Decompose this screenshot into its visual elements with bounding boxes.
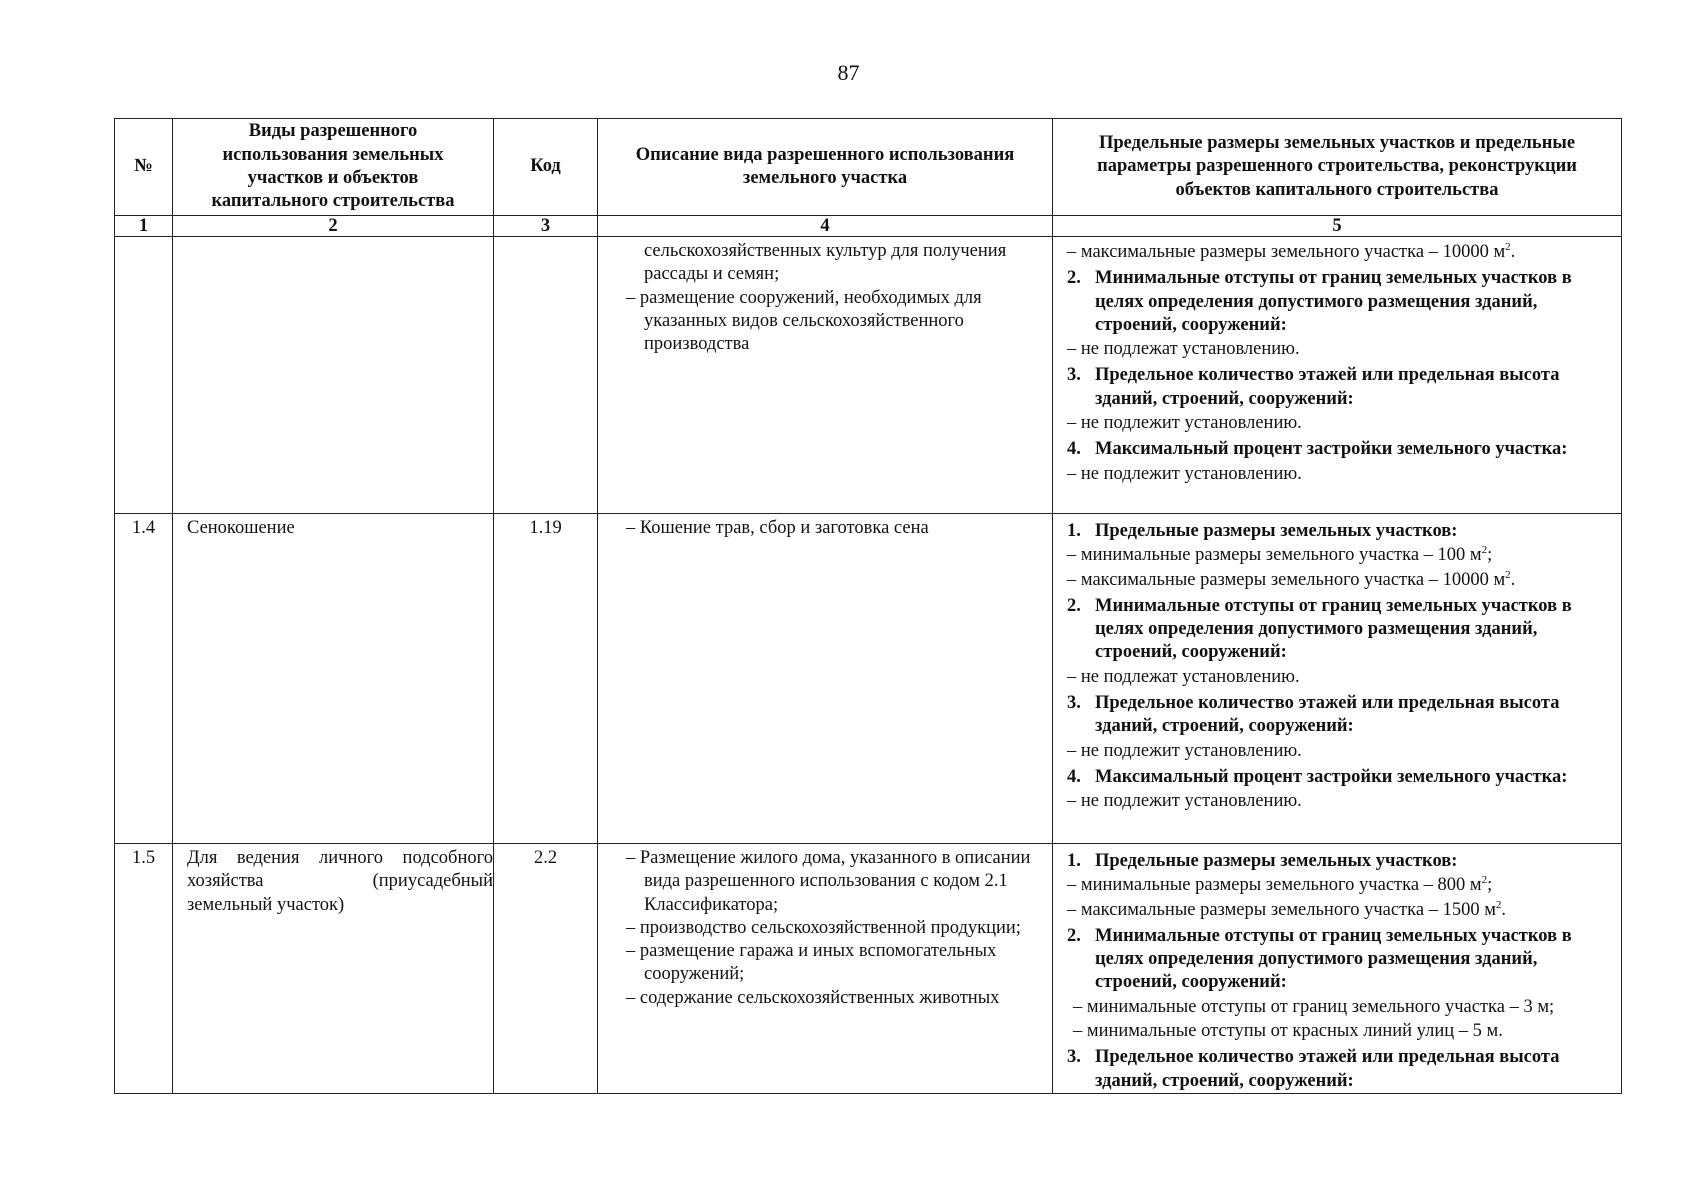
column-number: 2 bbox=[173, 216, 494, 237]
row-parameters bbox=[1053, 844, 1622, 1094]
header-code: Код bbox=[494, 119, 598, 216]
row-description bbox=[598, 514, 1053, 844]
table-row bbox=[115, 237, 1622, 514]
column-number: 5 bbox=[1053, 216, 1622, 237]
description-item: – Кошение трав, сбор и заготовка сена bbox=[626, 518, 929, 538]
land-use-table bbox=[114, 118, 1622, 1094]
description-item: – производство сельскохозяйственной продукции; bbox=[626, 917, 1021, 938]
param-value: – не подлежат установлению. bbox=[1067, 666, 1300, 687]
param-heading: 2. Минимальные отступы от границ земельных участков в целях определения допустимого размещения зданий, строений, сооружений: bbox=[1067, 925, 1572, 993]
row-parameters bbox=[1053, 237, 1622, 514]
param-value: – не подлежит установлению. bbox=[1067, 463, 1302, 484]
row-number: 1.5 bbox=[115, 844, 173, 1094]
param-value: – минимальные отступы от красных линий улиц – 5 м. bbox=[1073, 1021, 1503, 1042]
table-row bbox=[115, 844, 1622, 1094]
row-description bbox=[598, 844, 1053, 1094]
column-number: 4 bbox=[598, 216, 1053, 237]
description-item: – Размещение жилого дома, указанного в описании вида разрешенного использования с кодом 2.1 Классификатора; bbox=[626, 848, 1031, 915]
description-item: сельскохозяйственных культур для получения рассады и семян; bbox=[644, 241, 1007, 285]
param-value: – не подлежит установлению. bbox=[1067, 740, 1302, 761]
row-use-type: Для ведения личного подсобного хозяйства (приусадебный земельный участок) bbox=[173, 844, 494, 1094]
param-heading: 3. Предельное количество этажей или предельная высота зданий, строений, сооружений: bbox=[1067, 693, 1560, 737]
param-heading: 1. Предельные размеры земельных участков: bbox=[1067, 851, 1458, 871]
param-value: – не подлежит установлению. bbox=[1067, 791, 1302, 812]
description-item: – содержание сельскохозяйственных животных bbox=[626, 987, 1000, 1008]
page-number: 87 bbox=[837, 60, 860, 85]
column-number: 1 bbox=[115, 216, 173, 237]
row-use-type: Сенокошение bbox=[173, 514, 494, 844]
row-code: 2.2 bbox=[494, 844, 598, 1094]
column-number-row bbox=[115, 216, 1622, 237]
param-heading: 2. Минимальные отступы от границ земельных участков в целях определения допустимого размещения зданий, строений, сооружений: bbox=[1067, 595, 1572, 663]
row-number bbox=[115, 237, 173, 514]
param-value: – не подлежит установлению. bbox=[1067, 413, 1302, 434]
param-value: – максимальные размеры земельного участка – 10000 $м^2$. bbox=[1067, 241, 1516, 262]
header-description: Описание вида разрешенного использования земельного участка bbox=[598, 119, 1053, 216]
description-item: – размещение сооружений, необходимых для указанных видов сельскохозяйственного производства bbox=[626, 287, 982, 355]
description-item: – размещение гаража и иных вспомогательных сооружений; bbox=[626, 941, 997, 985]
param-heading: 2. Минимальные отступы от границ земельных участков в целях определения допустимого размещения зданий, строений, сооружений: bbox=[1067, 268, 1572, 335]
param-value: – не подлежат установлению. bbox=[1067, 339, 1300, 360]
header-use-types: Виды разрешенного использования земельных участков и объектов капитального строительства bbox=[173, 119, 494, 216]
param-value: – максимальные размеры земельного участка – 1500 $м^2$. bbox=[1067, 898, 1507, 920]
row-description bbox=[598, 237, 1053, 514]
row-code bbox=[494, 237, 598, 514]
param-heading: 4. Максимальный процент застройки земельного участка: bbox=[1067, 439, 1568, 460]
param-heading: 3. Предельное количество этажей или предельная высота зданий, строений, сооружений: bbox=[1067, 365, 1560, 409]
table-header-row bbox=[115, 119, 1622, 216]
param-heading: 1. Предельные размеры земельных участков: bbox=[1067, 521, 1458, 541]
header-parameters: Предельные размеры земельных участков и предельные параметры разрешенного строительства, реконструкции объектов капитального строительства bbox=[1053, 119, 1622, 216]
header-number: № bbox=[115, 119, 173, 216]
param-value: – максимальные размеры земельного участка – 10000 $м^2$. bbox=[1067, 568, 1516, 590]
param-heading: 4. Максимальный процент застройки земельного участка: bbox=[1067, 766, 1568, 787]
row-number: 1.4 bbox=[115, 514, 173, 844]
row-parameters bbox=[1053, 514, 1622, 844]
param-value: – минимальные размеры земельного участка – 100 $м^2$; bbox=[1067, 544, 1493, 566]
column-number: 3 bbox=[494, 216, 598, 237]
table-row bbox=[115, 514, 1622, 844]
row-code: 1.19 bbox=[494, 514, 598, 844]
param-heading: 3. Предельное количество этажей или предельная высота зданий, строений, сооружений: bbox=[1067, 1047, 1560, 1091]
row-use-type bbox=[173, 237, 494, 514]
param-value: – минимальные отступы от границ земельного участка – 3 м; bbox=[1073, 996, 1555, 1017]
param-value: – минимальные размеры земельного участка – 800 $м^2$; bbox=[1067, 874, 1493, 896]
